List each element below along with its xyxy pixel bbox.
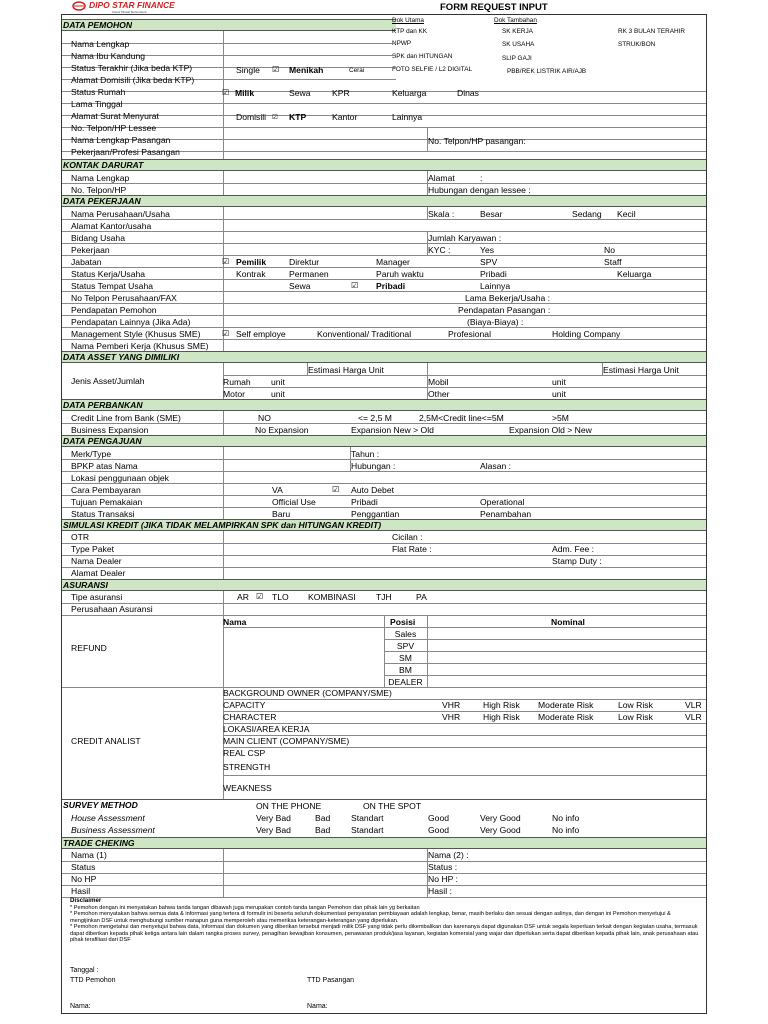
label-bpkp: BPKP atas Nama: [71, 461, 138, 471]
checkbox-icon[interactable]: ☑: [272, 65, 280, 74]
opt-kyc-yes[interactable]: Yes: [480, 245, 495, 255]
dok-utama-1: KTP dan KK: [392, 28, 428, 35]
business-good[interactable]: Good: [428, 825, 450, 835]
label-pendapatan-lainnya: Pendapatan Lainnya (Jika Ada): [71, 317, 191, 327]
label-darurat-telp: No. Telpon/HP: [71, 185, 127, 195]
label-alamat-surat: Alamat Surat Menyurat: [71, 111, 159, 121]
label-telpon-lessee: No. Telpon/HP Lessee: [71, 123, 157, 133]
label-ttd-pasangan: TTD Pasangan: [307, 977, 355, 984]
label-ttd-pemohon: TTD Pemohon: [70, 977, 116, 984]
opt-baru[interactable]: Baru: [272, 509, 291, 519]
survey-on-spot[interactable]: ON THE SPOT: [363, 801, 422, 811]
refund-posisi-dealer: DEALER: [388, 677, 423, 687]
label-otr: OTR: [71, 532, 90, 542]
label-house-assessment: House Assessment: [71, 813, 145, 823]
label-jumlah-karyawan: Jumlah Karyawan :: [428, 233, 502, 243]
opt-credit-no[interactable]: NO: [258, 413, 271, 423]
label-telp-pasangan: No. Telpon/HP pasangan:: [428, 136, 526, 146]
opt-kecil[interactable]: Kecil: [617, 209, 636, 219]
opt-expansion-new[interactable]: Expansion New > Old: [351, 425, 434, 435]
label-nama-perusahaan: Nama Perusahaan/Usaha: [71, 209, 170, 219]
disclaimer-line-2: * Pemohon menyatakan bahwa semua data & informasi yang tertera di formulir ini beserta seluruh dokumentasi persyaratan pembiayaan adalah lengkap, benar, masih berlaku dan sesuai dengan aslinya, dan dengan ini Pemohon menyetujui & mengijinkan DSF untuk menghubungi sumber manapun guna memperoleh atau memeriksa keterangan-keterangan yang diperlukan.: [70, 911, 671, 924]
label-stamp-duty: Stamp Duty :: [552, 556, 602, 566]
label-nama-dealer: Nama Dealer: [71, 556, 122, 566]
label-merk-type: Merk/Type: [71, 449, 112, 459]
label-business-assessment: Business Assessment: [71, 825, 155, 835]
opt-pemilik[interactable]: Pemilik: [236, 257, 267, 267]
label-alamat-domisili: Alamat Domisili (Jika beda KTP): [71, 75, 195, 85]
business-very-bad[interactable]: Very Bad: [256, 825, 291, 835]
disclaimer-title: Disclaimer: [70, 897, 102, 904]
opt-kpr[interactable]: KPR: [332, 88, 350, 98]
label-trade-nama2: Nama (2) :: [428, 850, 469, 860]
label-biaya: (Biaya-Biaya) :: [467, 317, 524, 327]
opt-holding[interactable]: Holding Company: [552, 329, 621, 339]
label-lama-tinggal: Lama Tinggal: [71, 99, 123, 109]
business-no-info[interactable]: No info: [552, 825, 580, 835]
label-status-rumah: Status Rumah: [71, 87, 126, 97]
checkbox-icon[interactable]: ☑: [272, 114, 278, 121]
section-data-pemohon: DATA PEMOHON: [62, 19, 396, 31]
label-other: Other: [428, 389, 450, 399]
opt-domisili[interactable]: Domisili: [236, 112, 267, 122]
opt-permanen[interactable]: Permanen: [289, 269, 329, 279]
dok-utama-2: NPWP: [392, 40, 412, 47]
label-skala: Skala :: [428, 209, 455, 219]
opt-sewa[interactable]: Sewa: [289, 88, 311, 98]
risk-vlr-1[interactable]: VLR: [685, 700, 702, 710]
label-alamat-kantor: Alamat Kantor/usaha: [71, 221, 152, 231]
risk-moderate-2[interactable]: Moderate Risk: [538, 712, 594, 722]
section-data-pekerjaan: DATA PEKERJAAN: [62, 195, 706, 207]
risk-high-1[interactable]: High Risk: [483, 700, 520, 710]
opt-official-use[interactable]: Official Use: [272, 497, 316, 507]
refund-posisi-sales: Sales: [394, 629, 417, 639]
opt-penambahan[interactable]: Penambahan: [480, 509, 532, 519]
dok-tambahan-title: Dok Tambahan: [494, 17, 537, 24]
opt-lainnya[interactable]: Lainnya: [392, 112, 423, 122]
label-cara-pembayaran: Cara Pembayaran: [71, 485, 141, 495]
opt-cerai[interactable]: Cerai: [349, 67, 365, 74]
label-trade-hasil2: Hasil :: [428, 886, 452, 896]
label-nama-pasangan: Nama:: [307, 1003, 328, 1010]
opt-self-employe[interactable]: Self employe: [236, 329, 286, 339]
checkbox-icon[interactable]: ☑: [222, 257, 230, 266]
ca-main-client: MAIN CLIENT (COMPANY/SME): [223, 736, 350, 746]
label-tujuan-pemakaian: Tujuan Pemakaian: [71, 497, 143, 507]
label-credit-line: Credit Line from Bank (SME): [71, 413, 181, 423]
label-status-terakhir: Status Terakhir (Jika beda KTP): [71, 63, 193, 73]
dok-other-1: RK 3 BULAN TERAHIR: [618, 28, 686, 35]
opt-pa[interactable]: PA: [416, 592, 427, 602]
label-tanggal: Tanggal :: [70, 967, 99, 974]
label-nama-pemohon: Nama:: [70, 1003, 91, 1010]
risk-high-2[interactable]: High Risk: [483, 712, 520, 722]
label-jabatan: Jabatan: [71, 257, 102, 267]
opt-no-expansion[interactable]: No Expansion: [255, 425, 309, 435]
section-survey-method: SURVEY METHOD: [62, 799, 706, 811]
opt-menikah[interactable]: Menikah: [289, 65, 324, 75]
section-trade-cheking: TRADE CHEKING: [62, 837, 706, 849]
opt-tempat-sewa[interactable]: Sewa: [289, 281, 311, 291]
label-estimasi-2: Estimasi Harga Unit: [603, 365, 679, 375]
checkbox-icon[interactable]: ☑: [351, 281, 359, 290]
dok-other-2: STRUK/BON: [618, 41, 656, 48]
label-status-transaksi: Status Transaksi: [71, 509, 135, 519]
label-pendapatan-pasangan: Pendapatan Pasangan :: [458, 305, 551, 315]
col-refund-nama: Nama: [223, 617, 247, 627]
business-standart[interactable]: Standart: [351, 825, 384, 835]
label-status-tempat: Status Tempat Usaha: [71, 281, 154, 291]
label-hubungan: Hubungan :: [351, 461, 396, 471]
section-data-pengajuan: DATA PENGAJUAN: [62, 435, 706, 447]
dok-tambahan-1: SK KERJA: [502, 28, 533, 35]
ca-strength: STRENGTH: [223, 762, 271, 772]
label-adm-fee: Adm. Fee :: [552, 544, 595, 554]
disclaimer: [70, 898, 702, 944]
opt-kyc-no[interactable]: No: [604, 245, 615, 255]
opt-kontrak[interactable]: Kontrak: [236, 269, 266, 279]
label-rumah-unit: unit: [271, 377, 285, 387]
opt-manager[interactable]: Manager: [376, 257, 410, 267]
risk-moderate-1[interactable]: Moderate Risk: [538, 700, 594, 710]
form-title: FORM REQUEST INPUT: [440, 2, 548, 13]
ca-capacity: CAPACITY: [223, 700, 266, 710]
label-lokasi-objek: Lokasi penggunaan objek: [71, 473, 169, 483]
section-simulasi-kredit: SIMULASI KREDIT (JIKA TIDAK MELAMPIRKAN SPK dan HITUNGAN KREDIT): [62, 519, 706, 531]
label-trade-nohp: No HP: [71, 874, 97, 884]
label-darurat-nama: Nama Lengkap: [71, 173, 130, 183]
opt-single[interactable]: Single: [236, 65, 260, 75]
label-trade-status2: Status :: [428, 862, 458, 872]
label-kyc: KYC :: [428, 245, 451, 255]
label-pekerjaan-pasangan: Pekerjaan/Profesi Pasangan: [71, 147, 180, 157]
label-cicilan: Cicilan :: [392, 532, 423, 542]
opt-tjh[interactable]: TJH: [376, 592, 392, 602]
dok-utama-title: Dok Utama: [392, 17, 424, 24]
label-status-kerja: Status Kerja/Usaha: [71, 269, 146, 279]
label-tipe-asuransi: Tipe asuransi: [71, 592, 123, 602]
risk-low-1[interactable]: Low Risk: [618, 700, 653, 710]
label-credit-analist: CREDIT ANALIST: [71, 736, 141, 746]
opt-ktp[interactable]: KTP: [289, 112, 307, 122]
house-bad[interactable]: Bad: [315, 813, 331, 823]
label-bidang-usaha: Bidang Usaha: [71, 233, 125, 243]
opt-operational[interactable]: Operational: [480, 497, 525, 507]
opt-credit-25-5[interactable]: 2,5M<Credit line<=5M: [419, 413, 504, 423]
house-very-bad[interactable]: Very Bad: [256, 813, 291, 823]
label-pemberi-kerja: Nama Pemberi Kerja (Khusus SME): [71, 341, 209, 351]
opt-tempat-pribadi[interactable]: Pribadi: [376, 281, 406, 291]
label-pekerjaan: Pekerjaan: [71, 245, 110, 255]
label-type-paket: Type Paket: [71, 544, 114, 554]
ca-background-owner: BACKGROUND OWNER (COMPANY/SME): [223, 688, 392, 698]
label-darurat-hubungan: Hubungan dengan lessee :: [428, 185, 531, 195]
svg-text:Solusi Mudah Berkendara: Solusi Mudah Berkendara: [112, 10, 147, 14]
house-standart[interactable]: Standart: [351, 813, 384, 823]
house-very-good[interactable]: Very Good: [480, 813, 521, 823]
opt-sedang[interactable]: Sedang: [572, 209, 602, 219]
label-lama-bekerja: Lama Bekerja/Usaha :: [465, 293, 551, 303]
opt-spv[interactable]: SPV: [480, 257, 498, 267]
opt-kombinasi[interactable]: KOMBINASI: [308, 592, 356, 602]
opt-kantor[interactable]: Kantor: [332, 112, 358, 122]
section-data-perbankan: DATA PERBANKAN: [62, 399, 706, 411]
label-refund: REFUND: [71, 643, 107, 653]
label-telpon-perusahaan: No Telpon Perusahaan/FAX: [71, 293, 177, 303]
checkbox-icon[interactable]: ☑: [256, 592, 264, 601]
label-alasan: Alasan :: [480, 461, 512, 471]
survey-on-phone[interactable]: ON THE PHONE: [256, 801, 322, 811]
opt-direktur[interactable]: Direktur: [289, 257, 320, 267]
opt-besar[interactable]: Besar: [480, 209, 503, 219]
label-flat-rate: Flat Rate :: [392, 544, 432, 554]
checkbox-icon[interactable]: ☑: [332, 485, 340, 494]
label-perusahaan-asuransi: Perusahaan Asuransi: [71, 604, 153, 614]
section-asuransi: ASURANSI: [62, 579, 706, 591]
disclaimer-line-3: * Pemohon mengetahui dan menyetujui bahwa data, informasi dan dokumen yang diberikan tersebut menjadi milik DSF yang tidak perlu dikembalikan dan karenanya dapat digunakan DSF untuk segala keperluan terkait dengan kegiatan usaha, termasuk dapat diberikan kepada pihak ketiga antara lain dalam rangka proses survey, penagihan kewajiban konsumen, penawaran produk/jasa layanan, kegiatan komersial yang wajar dan diperlukan serta dapat diberikan kepada pihak lain, anak perusahaan atau pihak terafiliasi dari DSF: [70, 924, 699, 943]
opt-konventional[interactable]: Konventional/ Traditional: [317, 329, 412, 339]
refund-posisi-spv: SPV: [396, 641, 415, 651]
opt-tujuan-pribadi[interactable]: Pribadi: [351, 497, 378, 507]
label-alamat-dealer: Alamat Dealer: [71, 568, 126, 578]
disclaimer-line-1: * Pemohon dengan ini menyatakan bahwa tanda tangan dibawah juga merupakan contoh tanda tangan Pemohon dan pihak lain yg berkaitan: [70, 904, 420, 911]
label-mobil: Mobil: [428, 377, 449, 387]
opt-credit-5[interactable]: >5M: [552, 413, 569, 423]
ca-character: CHARACTER: [223, 712, 277, 722]
label-rumah: Rumah: [223, 377, 251, 387]
section-kontak-darurat: KONTAK DARURAT: [62, 159, 706, 171]
checkbox-icon[interactable]: ☑: [222, 329, 230, 338]
dok-tambahan-4: PBB/REK LISTRIK AIR/AJB: [507, 68, 587, 75]
ca-lokasi: LOKASI/AREA KERJA: [223, 724, 310, 734]
opt-penggantian[interactable]: Penggantian: [351, 509, 400, 519]
opt-milik[interactable]: Milik: [235, 88, 255, 98]
opt-dinas[interactable]: Dinas: [457, 88, 479, 98]
dok-tambahan-2: SK USAHA: [502, 41, 535, 48]
opt-auto-debet[interactable]: Auto Debet: [351, 485, 394, 495]
dok-utama-4: FOTO SELFIE / L2 DIGITAL: [392, 66, 473, 73]
opt-tempat-lainnya[interactable]: Lainnya: [480, 281, 511, 291]
opt-va[interactable]: VA: [272, 485, 283, 495]
opt-ar[interactable]: AR: [237, 592, 249, 602]
label-motor: Motor: [223, 389, 245, 399]
label-nama-lengkap: Nama Lengkap: [71, 39, 130, 49]
checkbox-icon[interactable]: ☑: [222, 88, 230, 97]
business-bad[interactable]: Bad: [315, 825, 331, 835]
label-business-expansion: Business Expansion: [71, 425, 149, 435]
label-darurat-alamat-colon: :: [480, 173, 483, 183]
house-no-info[interactable]: No info: [552, 813, 580, 823]
label-nama-pasangan: Nama Lengkap Pasangan: [71, 135, 171, 145]
col-refund-nominal: Nominal: [551, 617, 585, 627]
opt-profesional[interactable]: Profesional: [448, 329, 491, 339]
risk-low-2[interactable]: Low Risk: [618, 712, 653, 722]
ca-weakness: WEAKNESS: [223, 783, 272, 793]
col-refund-posisi: Posisi: [390, 617, 416, 627]
label-management-style: Management Style (Khusus SME): [71, 329, 201, 339]
opt-pribadi[interactable]: Pribadi: [480, 269, 507, 279]
opt-credit-25[interactable]: <= 2,5 M: [358, 413, 392, 423]
svg-text:DIPO STAR FINANCE: DIPO STAR FINANCE: [89, 0, 175, 10]
refund-posisi-bm: BM: [399, 665, 412, 675]
label-trade-nama1: Nama (1): [71, 850, 107, 860]
opt-keluarga[interactable]: Keluarga: [392, 88, 427, 98]
opt-paruh-waktu[interactable]: Paruh waktu: [376, 269, 424, 279]
dok-tambahan-3: SLIP GAJI: [502, 55, 532, 62]
ca-real-csp: REAL CSP: [223, 748, 266, 758]
business-very-good[interactable]: Very Good: [480, 825, 521, 835]
label-other-unit: unit: [552, 389, 566, 399]
section-data-asset: DATA ASSET YANG DIMILIKI: [62, 351, 706, 363]
house-good[interactable]: Good: [428, 813, 450, 823]
opt-staff[interactable]: Staff: [604, 257, 622, 267]
label-mobil-unit: unit: [552, 377, 566, 387]
label-estimasi-1: Estimasi Harga Unit: [308, 365, 384, 375]
dok-utama-3: SPK dan HITUNGAN: [392, 53, 453, 60]
opt-expansion-old[interactable]: Expansion Old > New: [509, 425, 592, 435]
label-motor-unit: unit: [271, 389, 285, 399]
label-tahun: Tahun :: [351, 449, 380, 459]
label-trade-hasil: Hasil: [71, 886, 91, 896]
label-trade-status: Status: [71, 862, 96, 872]
label-trade-nohp2: No HP :: [428, 874, 458, 884]
label-jenis-asset: Jenis Asset/Jumlah: [71, 376, 145, 386]
label-pendapatan-pemohon: Pendapatan Pemohon: [71, 305, 157, 315]
opt-keluarga[interactable]: Keluarga: [617, 269, 652, 279]
refund-posisi-sm: SM: [399, 653, 412, 663]
label-nama-ibu: Nama Ibu Kandung: [71, 51, 146, 61]
opt-tlo[interactable]: TLO: [272, 592, 289, 602]
company-logo: [72, 0, 200, 14]
risk-vhr-1[interactable]: VHR: [442, 700, 461, 710]
risk-vhr-2[interactable]: VHR: [442, 712, 461, 722]
form-page: [61, 14, 707, 1014]
label-darurat-alamat: Alamat: [428, 173, 455, 183]
risk-vlr-2[interactable]: VLR: [685, 712, 702, 722]
